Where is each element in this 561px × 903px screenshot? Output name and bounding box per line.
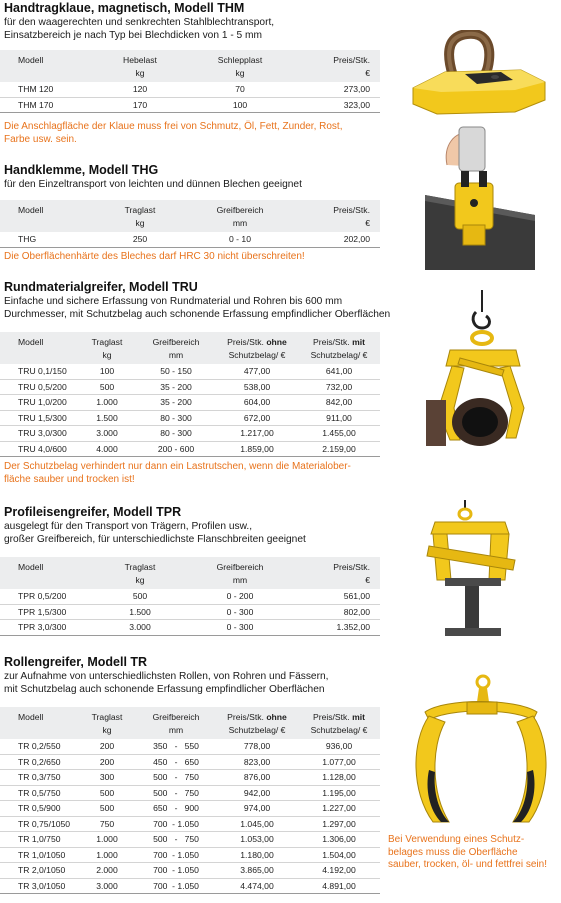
- col-header: Preis/Stk.: [227, 336, 264, 347]
- table-row: [0, 832, 380, 848]
- cell-price: 202,00: [290, 232, 380, 247]
- table-row: [0, 589, 380, 604]
- magnetic-claw-image: [405, 30, 555, 120]
- cell-model: TRU 1,0/200: [0, 395, 78, 411]
- section-description: Durchmesser, mit Schutzbelag auch schonende Erfassung empfindlicher Oberflächen: [4, 309, 391, 320]
- cell: 3.000: [78, 426, 136, 442]
- col-unit: Schutzbelag/ €: [216, 348, 298, 364]
- cell-model: TRU 4,0/600: [0, 441, 78, 457]
- cell-model: TR 0,2/550: [0, 739, 78, 754]
- table-row: [0, 785, 380, 801]
- col-header: Traglast: [90, 200, 190, 216]
- cell-price: 911,00: [298, 410, 380, 426]
- cell-price: 273,00: [290, 82, 380, 97]
- col-unit: Schutzbelag/ €: [298, 723, 380, 739]
- col-header: Modell: [0, 707, 78, 723]
- table-row: [0, 379, 380, 395]
- cell: 120: [90, 82, 190, 97]
- cell-model: TR 0,5/750: [0, 785, 78, 801]
- section-title: Handtragklaue, magnetisch, Modell THM: [4, 1, 245, 15]
- cell-model: TR 0,5/900: [0, 801, 78, 817]
- cell-price: 604,00: [216, 395, 298, 411]
- col-header: Preis/Stk.: [290, 50, 380, 66]
- cell: 200 - 600: [136, 441, 216, 457]
- cell: 80 - 300: [136, 426, 216, 442]
- cell-price: 1.077,00: [298, 754, 380, 770]
- table-row: [0, 620, 380, 636]
- cell-model: TR 1,0/750: [0, 832, 78, 848]
- cell-price: 842,00: [298, 395, 380, 411]
- cell-model: TR 0,3/750: [0, 770, 78, 786]
- cell-price: 4.474,00: [216, 878, 298, 894]
- cell-price: 1.217,00: [216, 426, 298, 442]
- cell-model: THM 170: [0, 97, 90, 113]
- table-row: [0, 441, 380, 457]
- cell-model: TPR 1,5/300: [0, 604, 90, 620]
- col-header-emphasis: mit: [352, 711, 366, 722]
- section-description: für den Einzeltransport von leichten und dünnen Blechen geeignet: [4, 179, 302, 190]
- cell: 35 - 200: [136, 395, 216, 411]
- tru-table: [0, 332, 380, 457]
- col-header: Traglast: [78, 332, 136, 348]
- cell: 0 - 300: [190, 604, 290, 620]
- cell: 4.000: [78, 441, 136, 457]
- tr-table: [0, 707, 380, 894]
- cell-price: 778,00: [216, 739, 298, 754]
- col-header: Traglast: [90, 557, 190, 573]
- cell: 700 - 1.050: [136, 863, 216, 879]
- cell-price: 477,00: [216, 364, 298, 379]
- col-unit: mm: [190, 573, 290, 589]
- hand-clamp-image: [425, 125, 535, 270]
- cell-price: 802,00: [290, 604, 380, 620]
- cell: 1.000: [78, 832, 136, 848]
- col-unit: Schutzbelag/ €: [216, 723, 298, 739]
- col-header-emphasis: ohne: [266, 336, 287, 347]
- cell: 750: [78, 816, 136, 832]
- col-header: Greifbereich: [136, 332, 216, 348]
- cell-price: 974,00: [216, 801, 298, 817]
- note-text: Farbe usw. sein.: [4, 134, 77, 145]
- cell: 0 - 10: [190, 232, 290, 247]
- cell: 1.500: [90, 604, 190, 620]
- cell-model: TRU 0,1/150: [0, 364, 78, 379]
- cell: 100: [190, 97, 290, 113]
- table-row: [0, 739, 380, 754]
- cell-price: 823,00: [216, 754, 298, 770]
- section-description: ausgelegt für den Transport von Trägern, Profilen usw.,: [4, 521, 253, 532]
- cell: 1.000: [78, 395, 136, 411]
- section-description: mit Schutzbelag auch schonende Erfassung empfindlicher Oberflächen: [4, 684, 325, 695]
- cell-model: TR 3,0/1050: [0, 878, 78, 894]
- cell-price: 1.045,00: [216, 816, 298, 832]
- col-unit: mm: [136, 723, 216, 739]
- cell-model: TR 0,2/650: [0, 754, 78, 770]
- cell-price: 1.306,00: [298, 832, 380, 848]
- cell: 200: [78, 754, 136, 770]
- cell: 200: [78, 739, 136, 754]
- section-description: Einsatzbereich je nach Typ bei Blechdicken von 1 - 5 mm: [4, 30, 263, 41]
- section-title: Rollengreifer, Modell TR: [4, 655, 148, 669]
- cell-price: 936,00: [298, 739, 380, 754]
- cell: 35 - 200: [136, 379, 216, 395]
- cell-model: TRU 3,0/300: [0, 426, 78, 442]
- cell-price: 1.352,00: [290, 620, 380, 636]
- col-header-with: [298, 707, 380, 723]
- table-row: [0, 754, 380, 770]
- cell: 70: [190, 82, 290, 97]
- cell-model: TPR 3,0/300: [0, 620, 90, 636]
- table-row: [0, 863, 380, 879]
- note-text: fläche sauber und trocken ist!: [4, 474, 135, 485]
- col-header: Modell: [0, 332, 78, 348]
- cell-price: 876,00: [216, 770, 298, 786]
- col-header-without: [216, 332, 298, 348]
- cell: 500 - 750: [136, 785, 216, 801]
- col-unit: kg: [78, 723, 136, 739]
- col-unit: kg: [90, 66, 190, 82]
- cell: 50 - 150: [136, 364, 216, 379]
- cell-price: 3.865,00: [216, 863, 298, 879]
- col-unit: €: [290, 216, 380, 232]
- section-description: zur Aufnahme von unterschiedlichsten Rollen, von Rohren und Fässern,: [4, 671, 329, 682]
- col-header: Greifbereich: [136, 707, 216, 723]
- cell: 1.000: [78, 847, 136, 863]
- cell: 500: [78, 785, 136, 801]
- col-header-with: [298, 332, 380, 348]
- cell: 3.000: [78, 878, 136, 894]
- table-row: [0, 770, 380, 786]
- cell-price: 1.195,00: [298, 785, 380, 801]
- col-unit: Schutzbelag/ €: [298, 348, 380, 364]
- col-unit: kg: [190, 66, 290, 82]
- cell: 700 - 1.050: [136, 847, 216, 863]
- col-unit: mm: [136, 348, 216, 364]
- table-row: [0, 801, 380, 817]
- tr-side-note: Bei Verwendung eines Schutz-belages muss die Oberfläche sauber, trocken, öl- und fettfrei sein!: [388, 834, 547, 870]
- profile-gripper-image: [425, 500, 535, 640]
- table-row: [0, 232, 380, 247]
- cell: 500: [78, 379, 136, 395]
- cell-price: 4.891,00: [298, 878, 380, 894]
- cell-model: THM 120: [0, 82, 90, 97]
- cell-price: 4.192,00: [298, 863, 380, 879]
- cell-price: 1.455,00: [298, 426, 380, 442]
- cell-price: 1.297,00: [298, 816, 380, 832]
- cell-price: 942,00: [216, 785, 298, 801]
- col-header: Preis/Stk.: [312, 711, 350, 722]
- table-row: [0, 426, 380, 442]
- table-row: [0, 816, 380, 832]
- cell-price: 1.128,00: [298, 770, 380, 786]
- cell: 80 - 300: [136, 410, 216, 426]
- note-text: Die Oberflächenhärte des Bleches darf HRC 30 nicht überschreiten!: [4, 251, 305, 262]
- tpr-table: [0, 557, 380, 636]
- section-title: Handklemme, Modell THG: [4, 163, 159, 177]
- table-row: [0, 395, 380, 411]
- cell: 0 - 200: [190, 589, 290, 604]
- cell-price: 641,00: [298, 364, 380, 379]
- col-header: Greifbereich: [190, 200, 290, 216]
- col-header: Traglast: [78, 707, 136, 723]
- section-title: Rundmaterialgreifer, Modell TRU: [4, 280, 198, 294]
- col-unit: €: [290, 66, 380, 82]
- col-unit: kg: [90, 216, 190, 232]
- cell-price: 323,00: [290, 97, 380, 113]
- cell: 700 - 1.050: [136, 878, 216, 894]
- note-text: Die Anschlagfläche der Klaue muss frei von Schmutz, Öl, Fett, Zunder, Rost,: [4, 121, 343, 132]
- note-text: Der Schutzbelag verhindert nur dann ein Lastrutschen, wenn die Materialober-: [4, 461, 351, 472]
- cell-price: 538,00: [216, 379, 298, 395]
- cell-price: 1.053,00: [216, 832, 298, 848]
- cell: 1.500: [78, 410, 136, 426]
- col-unit: €: [290, 573, 380, 589]
- col-header-without: [216, 707, 298, 723]
- cell: 170: [90, 97, 190, 113]
- col-header: Preis/Stk.: [290, 557, 380, 573]
- col-unit: mm: [190, 216, 290, 232]
- col-header: Preis/Stk.: [312, 336, 350, 347]
- table-row: [0, 604, 380, 620]
- col-header: Schlepplast: [190, 50, 290, 66]
- col-header-emphasis: ohne: [266, 711, 287, 722]
- cell: 450 - 650: [136, 754, 216, 770]
- col-header: [0, 348, 78, 364]
- thg-table: [0, 200, 380, 248]
- col-header: Preis/Stk.: [290, 200, 380, 216]
- col-unit: kg: [90, 573, 190, 589]
- cell: 500 - 750: [136, 770, 216, 786]
- col-header: [0, 66, 90, 82]
- cell-price: 1.227,00: [298, 801, 380, 817]
- cell-model: TRU 0,5/200: [0, 379, 78, 395]
- cell-price: 1.859,00: [216, 441, 298, 457]
- col-header: Modell: [0, 50, 90, 66]
- round-gripper-image: [420, 290, 540, 460]
- thm-table: [0, 50, 380, 113]
- col-header: Greifbereich: [190, 557, 290, 573]
- cell: 500 - 750: [136, 832, 216, 848]
- col-header-emphasis: mit: [352, 336, 366, 347]
- roll-gripper-image: [405, 672, 555, 832]
- cell-model: TR 1,0/1050: [0, 847, 78, 863]
- col-unit: kg: [78, 348, 136, 364]
- cell-price: 2.159,00: [298, 441, 380, 457]
- cell-model: TRU 1,5/300: [0, 410, 78, 426]
- section-description: großer Greifbereich, für unterschiedlichste Flanschbreiten geeignet: [4, 534, 306, 545]
- col-header: [0, 216, 90, 232]
- table-row: [0, 97, 380, 113]
- cell: 0 - 300: [190, 620, 290, 636]
- col-header: Modell: [0, 557, 90, 573]
- cell-price: 672,00: [216, 410, 298, 426]
- col-header: [0, 573, 90, 589]
- section-title: Profileisengreifer, Modell TPR: [4, 505, 182, 519]
- col-header: [0, 723, 78, 739]
- table-row: [0, 878, 380, 894]
- cell-price: 1.504,00: [298, 847, 380, 863]
- section-description: für den waagerechten und senkrechten Stahlblechtransport,: [4, 17, 275, 28]
- cell: 250: [90, 232, 190, 247]
- cell-model: TR 0,75/1050: [0, 816, 78, 832]
- cell-price: 561,00: [290, 589, 380, 604]
- cell: 650 - 900: [136, 801, 216, 817]
- tru-note: [0, 460, 561, 486]
- cell: 700 - 1.050: [136, 816, 216, 832]
- cell: 350 - 550: [136, 739, 216, 754]
- cell: 500: [90, 589, 190, 604]
- cell: 3.000: [90, 620, 190, 636]
- cell: 100: [78, 364, 136, 379]
- section-description: Einfache und sichere Erfassung von Rundmaterial und Rohren bis 600 mm: [4, 296, 343, 307]
- col-header: Hebelast: [90, 50, 190, 66]
- cell-price: 732,00: [298, 379, 380, 395]
- cell: 2.000: [78, 863, 136, 879]
- cell-price: 1.180,00: [216, 847, 298, 863]
- table-row: [0, 82, 380, 97]
- table-row: [0, 847, 380, 863]
- cell: 500: [78, 801, 136, 817]
- col-header: Preis/Stk.: [227, 711, 264, 722]
- cell-model: TPR 0,5/200: [0, 589, 90, 604]
- col-header: Modell: [0, 200, 90, 216]
- cell: 300: [78, 770, 136, 786]
- table-row: [0, 410, 380, 426]
- table-row: [0, 364, 380, 379]
- cell-model: TR 2,0/1050: [0, 863, 78, 879]
- cell-model: THG: [0, 232, 90, 247]
